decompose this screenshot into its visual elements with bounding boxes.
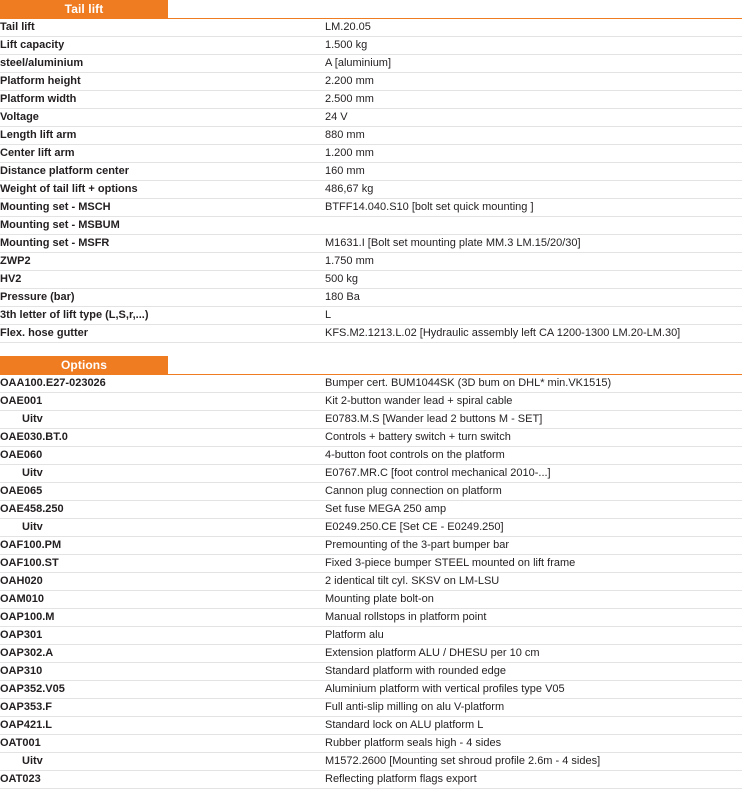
table-row [0, 717, 742, 735]
table-row [0, 19, 742, 37]
row-label: Center lift arm [0, 145, 325, 163]
row-label: OAP352.V05 [0, 681, 325, 699]
table-row [0, 699, 742, 717]
table-row [0, 235, 742, 253]
row-value: Premounting of the 3-part bumper bar [325, 537, 742, 555]
table-row [0, 447, 742, 465]
tail-lift-table [0, 19, 742, 343]
row-label: OAH020 [0, 573, 325, 591]
table-row [0, 393, 742, 411]
table-row [0, 199, 742, 217]
row-label: OAP302.A [0, 645, 325, 663]
options-table [0, 375, 742, 789]
row-label: Tail lift [0, 19, 325, 37]
row-value: Platform alu [325, 627, 742, 645]
table-row [0, 483, 742, 501]
row-value: Extension platform ALU / DHESU per 10 cm [325, 645, 742, 663]
table-row [0, 627, 742, 645]
row-label: Pressure (bar) [0, 289, 325, 307]
row-value: Cannon plug connection on platform [325, 483, 742, 501]
table-row [0, 289, 742, 307]
table-row [0, 645, 742, 663]
table-row [0, 537, 742, 555]
row-label: HV2 [0, 271, 325, 289]
row-label: OAE458.250 [0, 501, 325, 519]
table-row [0, 681, 742, 699]
table-row [0, 181, 742, 199]
section-rule [0, 18, 742, 19]
row-value: Full anti-slip milling on alu V-platform [325, 699, 742, 717]
row-label: Uitv [0, 465, 325, 483]
row-value: KFS.M2.1213.L.02 [Hydraulic assembly left CA 1200-1300 LM.20-LM.30] [325, 325, 742, 343]
row-value: Manual rollstops in platform point [325, 609, 742, 627]
row-value: 4-button foot controls on the platform [325, 447, 742, 465]
table-row [0, 217, 742, 235]
row-label: ZWP2 [0, 253, 325, 271]
table-row [0, 271, 742, 289]
table-row [0, 429, 742, 447]
row-value: 880 mm [325, 127, 742, 145]
row-label: OAP421.L [0, 717, 325, 735]
row-label: OAP310 [0, 663, 325, 681]
row-value: 1.200 mm [325, 145, 742, 163]
row-value: Controls + battery switch + turn switch [325, 429, 742, 447]
table-row [0, 771, 742, 789]
row-label: OAT023 [0, 771, 325, 789]
table-row [0, 55, 742, 73]
row-value: 500 kg [325, 271, 742, 289]
table-row [0, 37, 742, 55]
row-label: Weight of tail lift + options [0, 181, 325, 199]
row-label: Voltage [0, 109, 325, 127]
row-value: 2 identical tilt cyl. SKSV on LM-LSU [325, 573, 742, 591]
row-value: Rubber platform seals high - 4 sides [325, 735, 742, 753]
row-value: Standard lock on ALU platform L [325, 717, 742, 735]
row-value: Reflecting platform flags export [325, 771, 742, 789]
row-value: Fixed 3-piece bumper STEEL mounted on lift frame [325, 555, 742, 573]
row-value: 180 Ba [325, 289, 742, 307]
row-value: 24 V [325, 109, 742, 127]
row-label: Uitv [0, 411, 325, 429]
row-label: Distance platform center [0, 163, 325, 181]
table-row [0, 753, 742, 771]
row-label: Mounting set - MSFR [0, 235, 325, 253]
section-gap [0, 343, 742, 356]
row-value: E0767.MR.C [foot control mechanical 2010-...] [325, 465, 742, 483]
section-title-options: Options [60, 358, 108, 372]
row-label: Mounting set - MSCH [0, 199, 325, 217]
row-label: OAP301 [0, 627, 325, 645]
row-label: OAF100.PM [0, 537, 325, 555]
row-value: A [aluminium] [325, 55, 742, 73]
row-value: BTFF14.040.S10 [bolt set quick mounting ] [325, 199, 742, 217]
table-row [0, 663, 742, 681]
row-label: Length lift arm [0, 127, 325, 145]
row-value: E0249.250.CE [Set CE - E0249.250] [325, 519, 742, 537]
row-label: Platform height [0, 73, 325, 91]
row-label: 3th letter of lift type (L,S,r,...) [0, 307, 325, 325]
section-header-options [0, 356, 742, 375]
row-label: Uitv [0, 519, 325, 537]
row-label: OAE060 [0, 447, 325, 465]
row-value: M1631.I [Bolt set mounting plate MM.3 LM.15/20/30] [325, 235, 742, 253]
row-label: OAT001 [0, 735, 325, 753]
row-label: Mounting set - MSBUM [0, 217, 325, 235]
row-label: OAE065 [0, 483, 325, 501]
row-value: Mounting plate bolt-on [325, 591, 742, 609]
row-label: OAE001 [0, 393, 325, 411]
row-value: M1572.2600 [Mounting set shroud profile 2.6m - 4 sides] [325, 753, 742, 771]
table-row [0, 465, 742, 483]
table-row [0, 163, 742, 181]
table-row [0, 127, 742, 145]
row-label: Uitv [0, 753, 325, 771]
section-header-tail-lift [0, 0, 742, 19]
row-label: OAP100.M [0, 609, 325, 627]
row-label: OAF100.ST [0, 555, 325, 573]
row-label: steel/aluminium [0, 55, 325, 73]
table-row [0, 555, 742, 573]
table-row [0, 325, 742, 343]
row-value: 2.200 mm [325, 73, 742, 91]
row-value: E0783.M.S [Wander lead 2 buttons M - SET] [325, 411, 742, 429]
section-title-tail-lift: Tail lift [64, 2, 104, 16]
row-label: Flex. hose gutter [0, 325, 325, 343]
table-row [0, 501, 742, 519]
table-row [0, 73, 742, 91]
row-value: 2.500 mm [325, 91, 742, 109]
row-value: Bumper cert. BUM1044SK (3D bum on DHL* min.VK1515) [325, 375, 742, 393]
table-row [0, 519, 742, 537]
row-value: Set fuse MEGA 250 amp [325, 501, 742, 519]
table-row [0, 109, 742, 127]
row-label: Lift capacity [0, 37, 325, 55]
row-label: OAP353.F [0, 699, 325, 717]
row-value: Aluminium platform with vertical profiles type V05 [325, 681, 742, 699]
row-label: OAA100.E27-023026 [0, 375, 325, 393]
section-rule [0, 374, 742, 375]
table-row [0, 253, 742, 271]
row-value [325, 217, 742, 235]
row-label: OAE030.BT.0 [0, 429, 325, 447]
row-value: 160 mm [325, 163, 742, 181]
row-value: LM.20.05 [325, 19, 742, 37]
table-row [0, 573, 742, 591]
table-row [0, 145, 742, 163]
table-row [0, 609, 742, 627]
table-row [0, 307, 742, 325]
row-value: Standard platform with rounded edge [325, 663, 742, 681]
row-value: Kit 2-button wander lead + spiral cable [325, 393, 742, 411]
table-row [0, 591, 742, 609]
row-label: OAM010 [0, 591, 325, 609]
table-row [0, 91, 742, 109]
table-row [0, 735, 742, 753]
row-value: 486,67 kg [325, 181, 742, 199]
row-value: L [325, 307, 742, 325]
table-row [0, 411, 742, 429]
row-value: 1.500 kg [325, 37, 742, 55]
row-value: 1.750 mm [325, 253, 742, 271]
row-label: Platform width [0, 91, 325, 109]
table-row [0, 375, 742, 393]
